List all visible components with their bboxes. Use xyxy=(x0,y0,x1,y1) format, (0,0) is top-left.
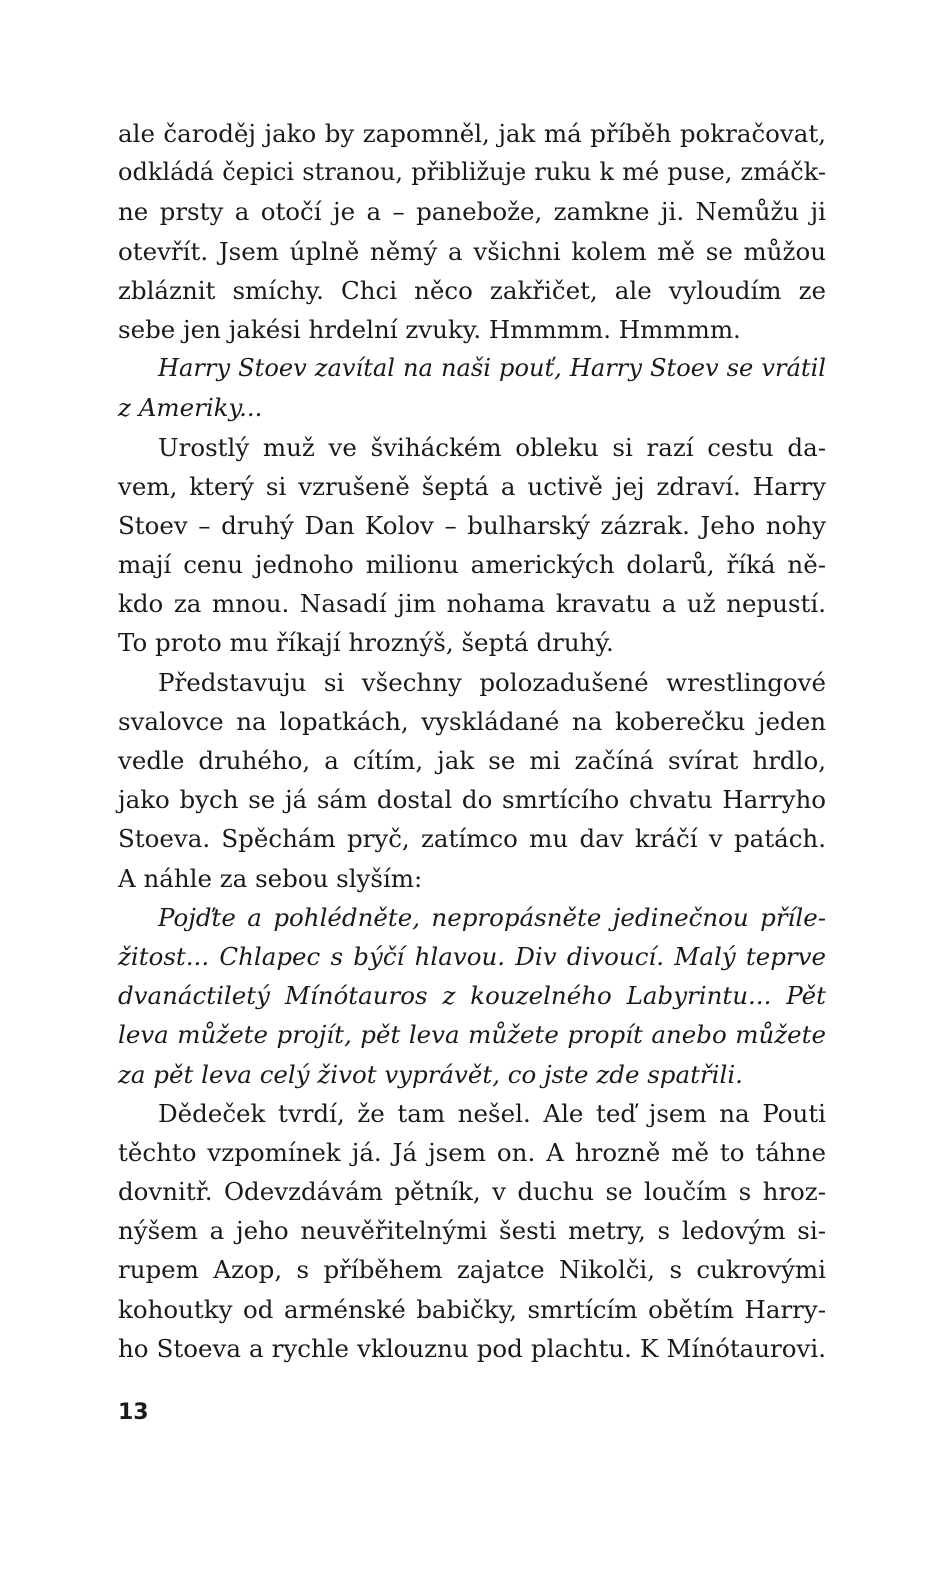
text-line: svalovce na lopatkách, vyskládané na koberečku jeden xyxy=(118,706,826,736)
text-line: dovnitř. Odevzdávám pětník, v duchu se loučím s hroz- xyxy=(118,1177,826,1207)
text-line: ne prsty a otočí je a – panebože, zamkne ji. Nemůžu ji xyxy=(118,197,826,227)
text-line: jako bych se já sám dostal do smrtícího chvatu Harryho xyxy=(118,785,826,815)
text-line: mají cenu jednoho milionu amerických dolarů, říká ně- xyxy=(118,550,826,580)
text-line: za pět leva celý život vyprávět, co jste zde spatřili. xyxy=(118,1059,743,1089)
text-line: kdo za mnou. Nasadí jim nohama kravatu a už nepustí. xyxy=(118,589,826,619)
page-number: 13 xyxy=(118,1400,149,1425)
text-line: Představuju si všechny polozadušené wrestlingové xyxy=(158,667,826,697)
text-line: žitost... Chlapec s býčí hlavou. Div divoucí. Malý teprve xyxy=(118,941,826,971)
text-line: sebe jen jakési hrdelní zvuky. Hmmmm. Hmmmm. xyxy=(118,314,741,344)
paragraph xyxy=(118,114,826,349)
text-line: Urostlý muž ve šviháckém obleku si razí cestu da- xyxy=(158,432,826,462)
text-line: To proto mu říkají hroznýš, šeptá druhý. xyxy=(118,628,614,658)
text-line: z Ameriky... xyxy=(118,393,263,423)
text-line: Stoev – druhý Dan Kolov – bulharský zázrak. Jeho nohy xyxy=(118,510,826,540)
text-line: nýšem a jeho neuvěřitelnými šesti metry, s ledovým si- xyxy=(118,1216,826,1246)
text-line: Harry Stoev zavítal na naši pouť, Harry Stoev se vrátil xyxy=(158,354,826,383)
text-line: vedle druhého, a cítím, jak se mi začíná svírat hrdlo, xyxy=(118,746,826,775)
paragraph xyxy=(118,428,826,663)
text-line: Pojďte a pohlédněte, nepropásněte jedinečnou příle- xyxy=(158,902,826,932)
text-line: těchto vzpomínek já. Já jsem on. A hrozně mě to táhne xyxy=(118,1137,826,1167)
paragraph xyxy=(118,663,826,898)
text-line: vem, který si vzrušeně šeptá a uctivě jej zdraví. Harry xyxy=(118,471,826,501)
text-line: A náhle za sebou slyším: xyxy=(118,863,423,893)
text-line: rupem Azop, s příběhem zajatce Nikolči, s cukrovými xyxy=(118,1255,826,1285)
text-line: Dědeček tvrdí, že tam nešel. Ale teď jsem na Pouti xyxy=(158,1098,826,1128)
text-line: leva můžete projít, pět leva můžete propít anebo můžete xyxy=(118,1020,826,1050)
text-line: odkládá čepici stranou, přibližuje ruku k mé puse, zmáčk- xyxy=(118,158,826,187)
text-line: ale čaroděj jako by zapomněl, jak má příběh pokračovat, xyxy=(118,119,826,148)
text-line: Stoeva. Spěchám pryč, zatímco mu dav kráčí v patách. xyxy=(118,824,826,854)
text-line: dvanáctiletý Mínótauros z kouzelného Labyrintu... Pět xyxy=(118,981,826,1011)
italic-paragraph xyxy=(118,898,826,1094)
text-line: ho Stoeva a rychle vklouznu pod plachtu. K Mínótaurovi. xyxy=(118,1333,826,1363)
italic-paragraph xyxy=(118,349,826,427)
paragraph xyxy=(118,1094,826,1368)
text-line: otevřít. Jsem úplně němý a všichni kolem mě se můžou xyxy=(118,236,826,266)
page-body-text xyxy=(118,114,826,1368)
text-line: zbláznit smíchy. Chci něco zakřičet, ale vyloudím ze xyxy=(118,275,826,305)
text-line: kohoutky od arménské babičky, smrtícím obětím Harry- xyxy=(118,1294,826,1324)
